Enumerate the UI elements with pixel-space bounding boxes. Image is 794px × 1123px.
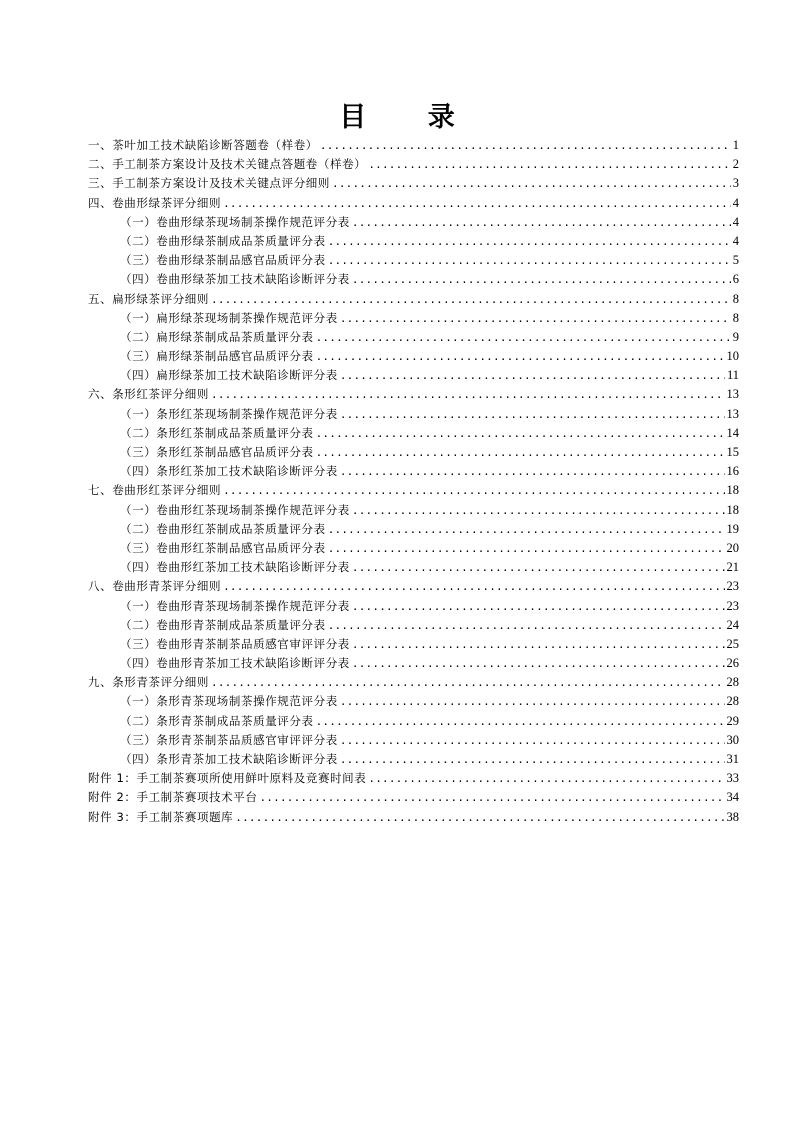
toc-entry-page-number: 4: [732, 233, 739, 248]
toc-entry-page-number: 13: [726, 387, 739, 402]
toc-entry-page-number: 29: [726, 713, 739, 728]
toc-entry[interactable]: [88, 673, 739, 692]
toc-entry-label: （四）条形红茶加工技术缺陷诊断评分表: [120, 464, 338, 479]
toc-entry-label: 九、条形青茶评分细则: [88, 675, 209, 690]
dot-leader: [340, 462, 725, 481]
toc-entry-label: 七、卷曲形红茶评分细则: [88, 483, 222, 498]
dot-leader: [223, 481, 724, 500]
dot-leader: [316, 328, 731, 347]
toc-entry-label: （二）条形青茶制成品茶质量评分表: [120, 713, 314, 728]
toc-entry[interactable]: [88, 232, 739, 251]
toc-entry-page-number: 16: [726, 464, 739, 479]
dot-leader: [328, 539, 725, 558]
toc-entry[interactable]: [88, 635, 739, 654]
toc-entry-label: （三）条形红茶制品感官品质评分表: [120, 445, 314, 459]
toc-entry-page-number: 6: [732, 272, 739, 287]
toc-entry[interactable]: [88, 731, 739, 750]
dot-leader: [328, 232, 731, 251]
toc-entry-label: （一）卷曲形绿茶现场制茶操作规范评分表: [120, 214, 350, 229]
toc-entry-page-number: 13: [726, 406, 739, 421]
dot-leader: [368, 769, 724, 788]
toc-entry-label: （三）卷曲形青茶制茶品质感官审评评分表: [120, 636, 350, 651]
toc-entry[interactable]: [88, 769, 739, 788]
toc-entry-label: （三）扁形绿茶制品感官品质评分表: [120, 349, 314, 364]
toc-entry-label: 四、卷曲形绿茶评分细则: [88, 195, 222, 210]
toc-entry-page-number: 28: [726, 694, 739, 709]
dot-leader: [352, 501, 725, 520]
page-title: 目 录: [339, 102, 481, 133]
dot-leader: [235, 808, 724, 827]
dot-leader: [259, 788, 724, 807]
dot-leader: [316, 347, 725, 366]
toc-entry-label: 二、手工制茶方案设计及技术关键点答题卷（样卷）: [88, 157, 367, 172]
toc-entry-page-number: 15: [726, 445, 739, 459]
toc-entry-label: 八、卷曲形青茶评分细则: [88, 579, 222, 594]
dot-leader: [316, 424, 725, 443]
toc-entry-page-number: 26: [726, 656, 739, 671]
dot-leader: [352, 558, 725, 577]
toc-entry[interactable]: [88, 808, 739, 827]
dot-leader: [352, 213, 731, 232]
toc-entry[interactable]: [88, 136, 739, 155]
toc-entry-page-number: 31: [726, 752, 739, 766]
toc-entry-page-number: 30: [726, 732, 739, 747]
toc-entry-page-number: 18: [726, 502, 739, 517]
toc-entry-page-number: 1: [732, 138, 739, 152]
toc-entry-label: 附件 3：手工制茶赛项题库: [88, 809, 234, 824]
dot-leader: [340, 309, 731, 328]
dot-leader: [352, 654, 725, 673]
toc-entry[interactable]: [88, 251, 739, 270]
toc-entry[interactable]: [88, 481, 739, 500]
toc-entry[interactable]: [88, 577, 739, 596]
dot-leader: [352, 597, 725, 616]
dot-leader: [316, 443, 725, 462]
dot-leader: [332, 174, 731, 193]
toc-entry[interactable]: [88, 462, 739, 481]
toc-entry-label: （三）条形青茶制茶品质感官审评评分表: [120, 732, 338, 747]
toc-entry[interactable]: [88, 366, 739, 385]
toc-entry-page-number: 34: [726, 790, 739, 805]
dot-leader: [223, 577, 724, 596]
toc-entry-page-number: 2: [732, 157, 739, 172]
toc-entry-page-number: 4: [732, 214, 739, 229]
dot-leader: [328, 520, 725, 539]
toc-entry-page-number: 5: [732, 253, 739, 268]
toc-entry-label: （一）扁形绿茶现场制茶操作规范评分表: [120, 310, 338, 325]
toc-entry[interactable]: [88, 558, 739, 577]
dot-leader: [340, 750, 725, 769]
toc-entry-page-number: 38: [726, 809, 739, 824]
toc-entry-label: （二）卷曲形青茶制成品茶质量评分表: [120, 617, 326, 632]
toc-entry[interactable]: [88, 347, 739, 366]
toc-entry[interactable]: [88, 328, 739, 347]
dot-leader: [368, 155, 730, 174]
toc-entry-label: 附件 1：手工制茶赛项所使用鲜叶原料及竞赛时间表: [88, 771, 367, 786]
toc-entry-label: （三）卷曲形绿茶制品感官品质评分表: [120, 253, 326, 268]
toc-entry-page-number: 23: [726, 598, 739, 613]
toc-entry[interactable]: [88, 443, 739, 462]
toc-entry-label: （一）条形红茶现场制茶操作规范评分表: [120, 406, 338, 421]
toc-entry-label: （一）条形青茶现场制茶操作规范评分表: [120, 694, 338, 709]
toc-entry-label: 一、茶叶加工技术缺陷诊断答题卷（样卷）: [88, 138, 318, 152]
toc-entry-label: （一）卷曲形红茶现场制茶操作规范评分表: [120, 502, 350, 517]
toc-entry[interactable]: [88, 616, 739, 635]
dot-leader: [340, 692, 725, 711]
toc-entry-page-number: 11: [726, 368, 739, 383]
toc-entry-label: （二）卷曲形绿茶制成品茶质量评分表: [120, 233, 326, 248]
toc-entry[interactable]: [88, 270, 739, 289]
toc-entry-page-number: 21: [726, 560, 739, 575]
table-of-contents: [88, 136, 739, 827]
toc-entry-page-number: 9: [732, 329, 739, 344]
toc-entry-label: 六、条形红茶评分细则: [88, 387, 209, 402]
toc-entry-page-number: 14: [726, 425, 739, 440]
toc-entry-page-number: 18: [726, 483, 739, 498]
toc-entry-page-number: 24: [726, 617, 739, 632]
toc-entry[interactable]: [88, 501, 739, 520]
toc-entry[interactable]: [88, 155, 739, 174]
toc-entry[interactable]: [88, 194, 739, 213]
toc-entry[interactable]: [88, 597, 739, 616]
toc-entry-page-number: 8: [732, 291, 739, 306]
toc-entry-label: （二）卷曲形红茶制成品茶质量评分表: [120, 521, 326, 536]
toc-entry-label: （四）扁形绿茶加工技术缺陷诊断评分表: [120, 368, 338, 383]
toc-entry[interactable]: [88, 385, 739, 404]
dot-leader: [340, 366, 725, 385]
toc-entry-page-number: 8: [732, 310, 739, 325]
toc-entry-page-number: 3: [732, 176, 739, 191]
toc-entry-label: （三）卷曲形红茶制品感官品质评分表: [120, 540, 326, 555]
toc-entry-label: （二）扁形绿茶制成品茶质量评分表: [120, 329, 314, 344]
dot-leader: [211, 673, 725, 692]
toc-entry[interactable]: [88, 692, 739, 711]
dot-leader: [340, 731, 725, 750]
toc-entry-page-number: 20: [726, 540, 739, 555]
toc-entry-page-number: 10: [726, 349, 739, 364]
dot-leader: [352, 635, 725, 654]
toc-entry-page-number: 4: [732, 195, 739, 210]
toc-entry[interactable]: [88, 405, 739, 424]
toc-entry[interactable]: [88, 309, 739, 328]
dot-leader: [340, 405, 725, 424]
toc-entry[interactable]: [88, 424, 739, 443]
toc-entry-label: （二）条形红茶制成品茶质量评分表: [120, 425, 314, 440]
toc-entry-label: （四）条形青茶加工技术缺陷诊断评分表: [120, 752, 338, 766]
dot-leader: [316, 712, 725, 731]
toc-entry-page-number: 28: [726, 675, 739, 690]
toc-entry[interactable]: [88, 712, 739, 731]
toc-entry[interactable]: [88, 788, 739, 807]
toc-entry[interactable]: [88, 654, 739, 673]
dot-leader: [211, 290, 731, 309]
toc-entry[interactable]: [88, 520, 739, 539]
toc-entry-page-number: 25: [726, 636, 739, 651]
toc-entry-label: （一）卷曲形青茶现场制茶操作规范评分表: [120, 598, 350, 613]
dot-leader: [352, 270, 731, 289]
toc-entry-label: （四）卷曲形青茶加工技术缺陷诊断评分表: [120, 656, 350, 671]
toc-entry[interactable]: [88, 213, 739, 232]
toc-entry-page-number: 19: [726, 521, 739, 536]
dot-leader: [328, 251, 731, 270]
toc-entry-label: （四）卷曲形绿茶加工技术缺陷诊断评分表: [120, 272, 350, 287]
toc-entry[interactable]: [88, 290, 739, 309]
toc-entry-label: 附件 2：手工制茶赛项技术平台: [88, 790, 258, 805]
toc-entry[interactable]: [88, 750, 739, 769]
toc-entry-label: 五、扁形绿茶评分细则: [88, 291, 209, 306]
toc-entry-label: （四）卷曲形红茶加工技术缺陷诊断评分表: [120, 560, 350, 575]
toc-entry-label: 三、手工制茶方案设计及技术关键点评分细则: [88, 176, 330, 191]
dot-leader: [223, 194, 731, 213]
toc-entry[interactable]: [88, 174, 739, 193]
dot-leader: [320, 136, 731, 155]
dot-leader: [211, 385, 725, 404]
toc-entry[interactable]: [88, 539, 739, 558]
dot-leader: [328, 616, 725, 635]
toc-entry-page-number: 33: [726, 771, 739, 786]
toc-entry-page-number: 23: [726, 579, 739, 594]
